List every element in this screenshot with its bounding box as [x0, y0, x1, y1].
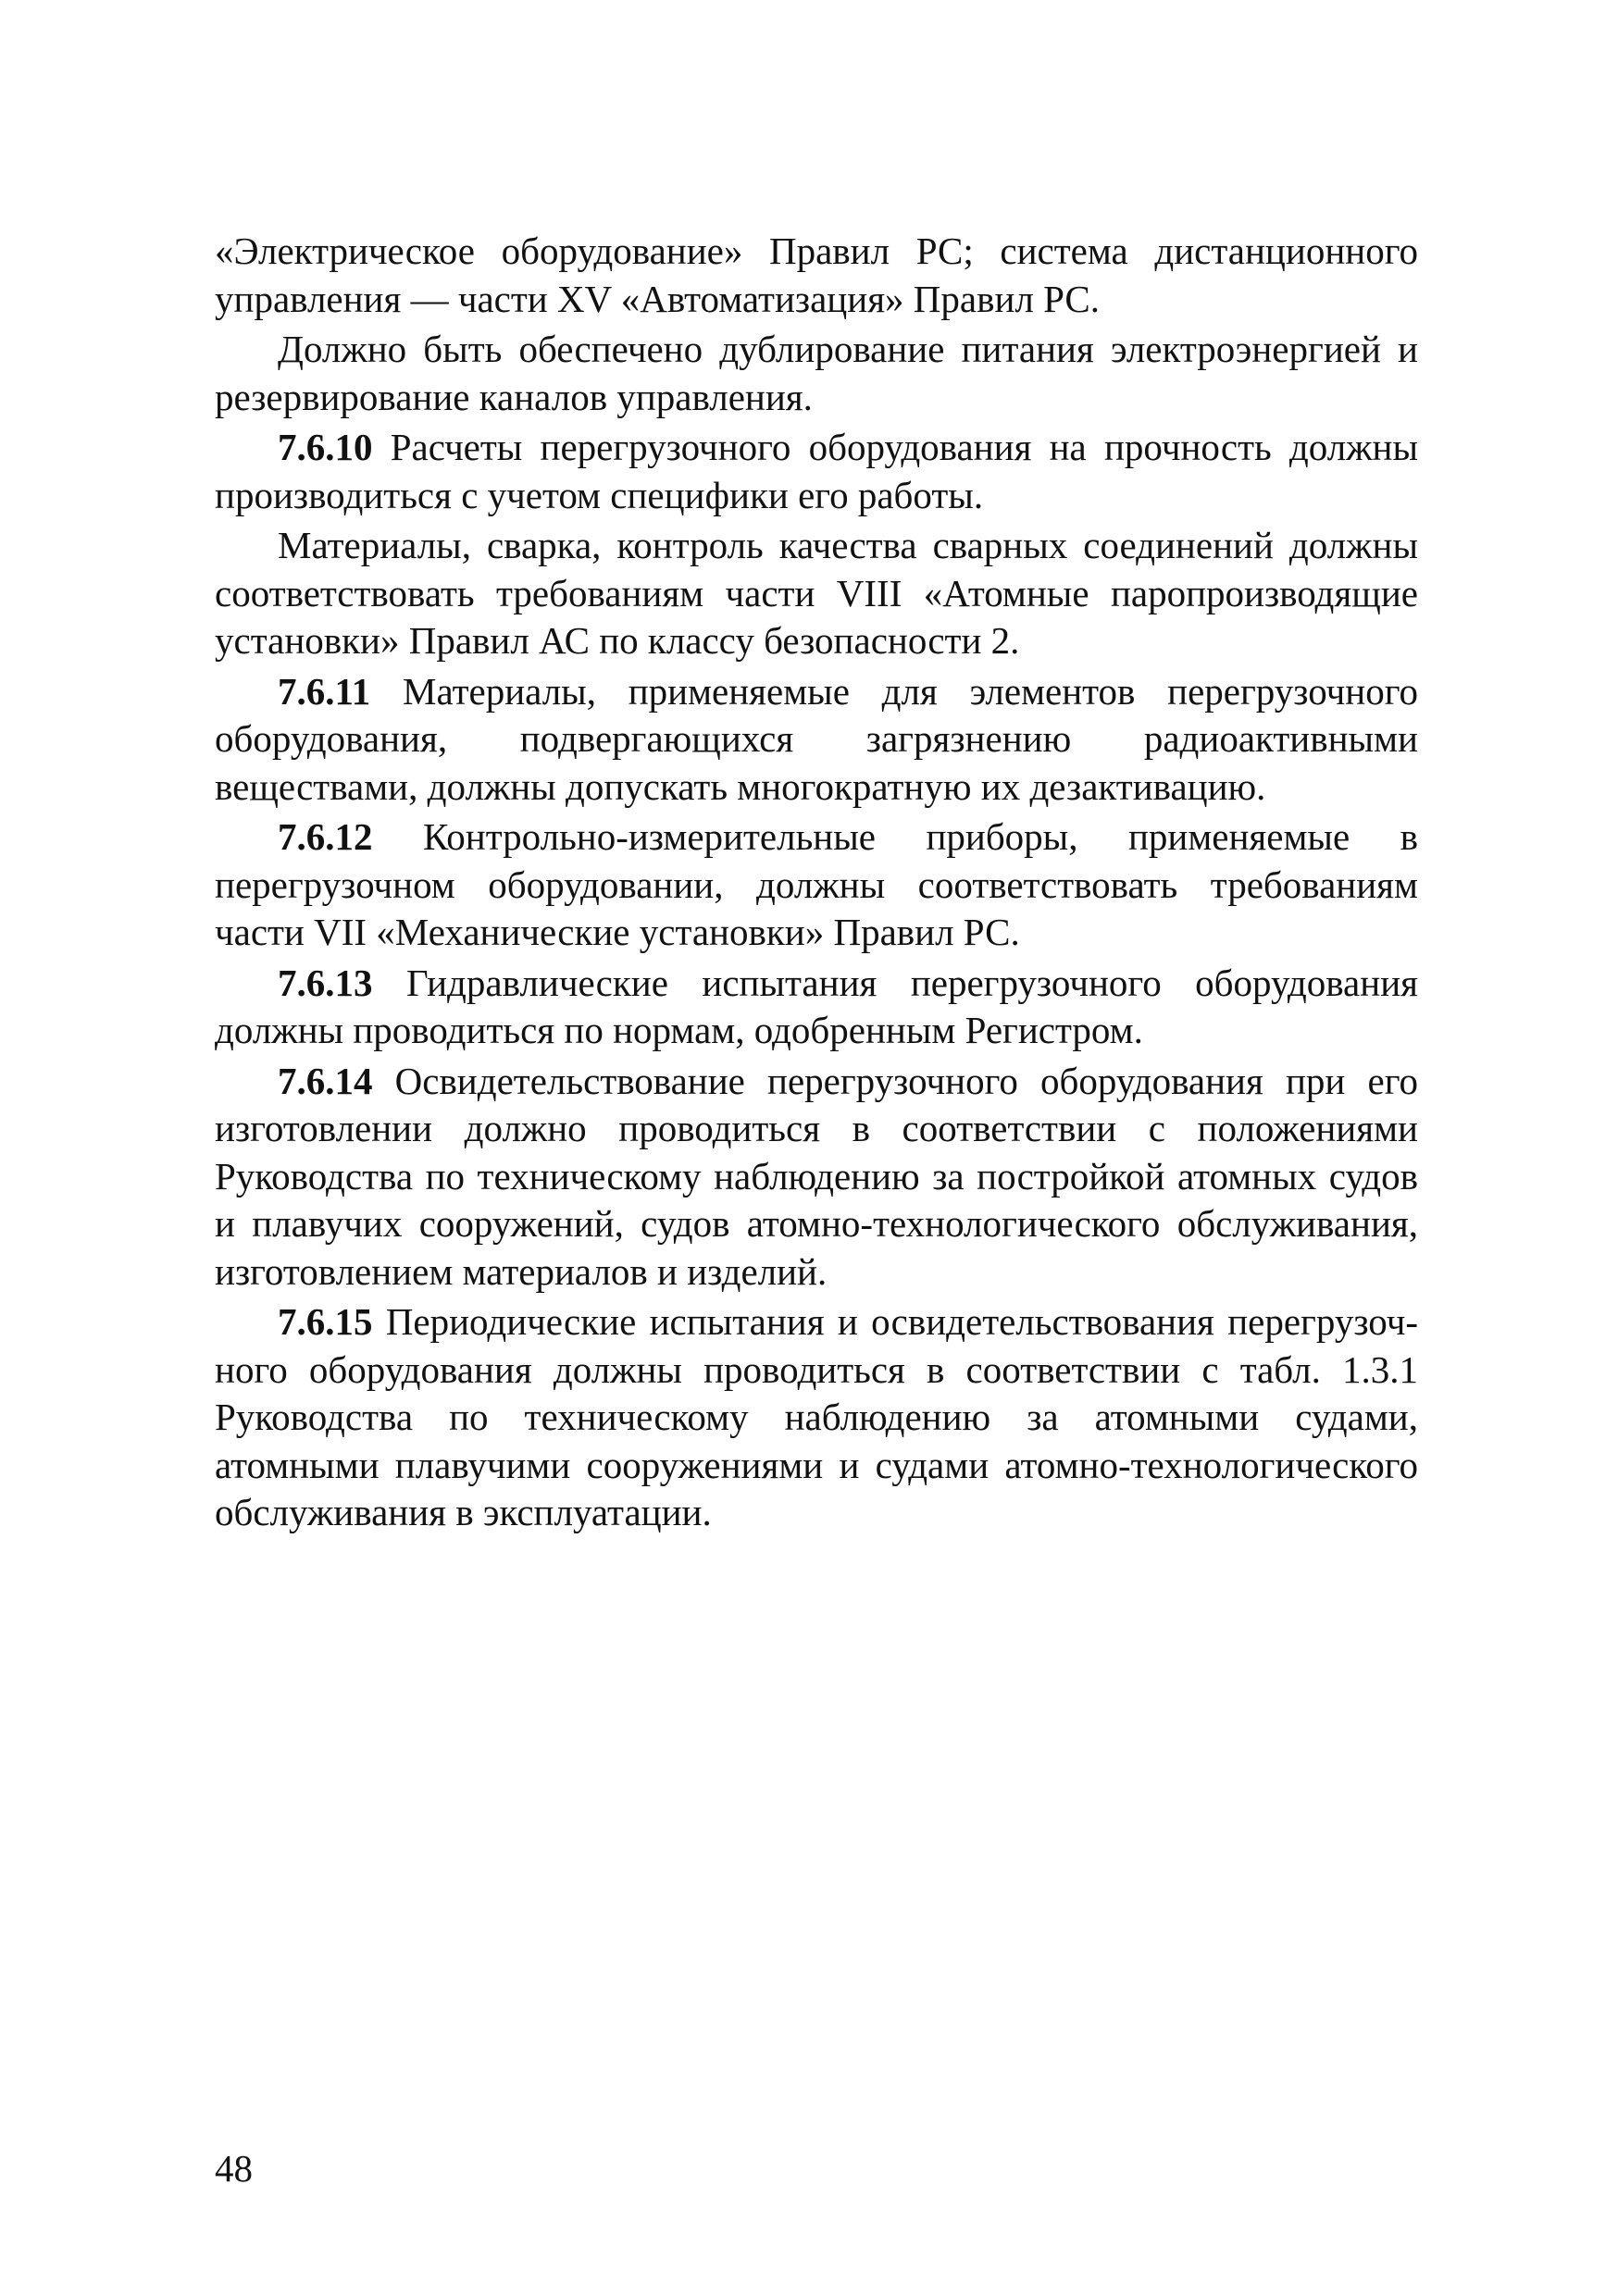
clause-number: 7.6.11 [278, 669, 371, 713]
paragraph-continuation [215, 228, 1418, 323]
clause-7-6-10 [215, 424, 1418, 519]
page-number: 48 [215, 2147, 253, 2190]
paragraph-duplication [215, 326, 1418, 421]
clause-number: 7.6.14 [278, 1059, 373, 1102]
clause-text: Расчеты перегрузочного оборудования на прочность должны производиться с учетом специфики его работы. [215, 426, 1419, 516]
clause-7-6-11 [215, 668, 1418, 812]
clause-7-6-15 [215, 1298, 1418, 1537]
clause-number: 7.6.15 [278, 1300, 373, 1343]
paragraph-text: «Электрическое оборудование» Правил РС; система дистанционного управления — части XV «Автоматизация» Правил РС. [215, 230, 1418, 320]
clause-text: Гидравлические испытания перегрузочного оборудования должны проводиться по нормам, одобренным Регистром. [215, 961, 1418, 1051]
clause-7-6-13 [215, 960, 1418, 1055]
clause-text: Контрольно-измерительные приборы, применяемые в перегрузочном оборудовании, должны соответствовать требованиям части VII «Механические установки» Правил РС. [215, 815, 1419, 953]
clause-7-6-14 [215, 1058, 1418, 1297]
clause-text: Освидетельствование перегрузочного оборудования при его изготовлении должно проводиться в соответствии с положениями Руководства по техническому наблюдению за постройкой атомных судов и плавучих сооружений, судов атомно-технологического обслуживания, изготовлением материалов и изделий. [215, 1059, 1419, 1293]
paragraph-materials [215, 522, 1418, 665]
clause-number: 7.6.10 [278, 426, 373, 468]
paragraph-text: Материалы, сварка, контроль качества сварных соединений должны соответствовать требованиям части VIII «Атомные паропроизводящие установки» Правил АС по классу безопасности 2. [215, 524, 1418, 662]
clause-number: 7.6.13 [278, 961, 373, 1004]
clause-number: 7.6.12 [278, 815, 373, 858]
paragraph-text: Должно быть обеспечено дублирование питания электроэнергией и резервирование каналов управления. [215, 328, 1418, 418]
clause-7-6-12 [215, 813, 1418, 957]
body-text [215, 228, 1418, 1540]
clause-text: Материалы, применяемые для элементов перегрузочного оборудования, подвергающихся загрязнению радиоактивными веществами, должны допускать многократную их дезактивацию. [215, 669, 1419, 808]
clause-text: Периодические испытания и освидетельствования перегрузочного оборудования должны проводиться в соответствии с табл. 1.3.1 Руководства по техническому наблюдению за атомными судами, атомными плавучими сооружениями и судами атомно-технологического обслуживания в эксплуатации. [215, 1300, 1419, 1533]
